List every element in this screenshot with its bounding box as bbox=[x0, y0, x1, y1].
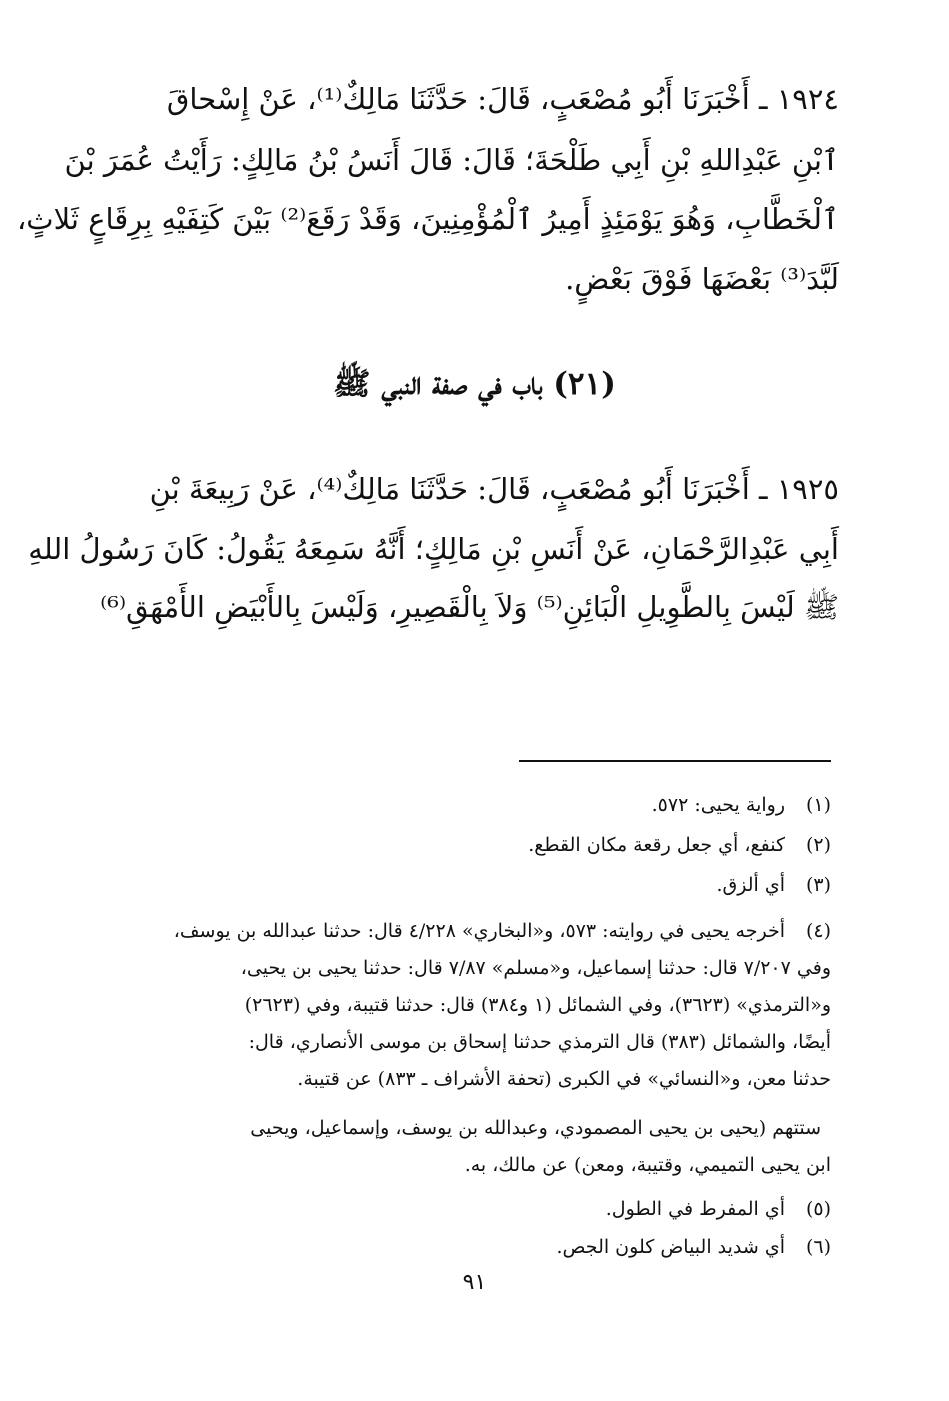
hadith-1924-line-4: لَبَّدَ⁽³⁾ بَعْضَهَا فَوْقَ بَعْضٍ. bbox=[565, 262, 839, 296]
footnote-number: (٢) bbox=[805, 834, 831, 856]
hadith-1925-line-2: أَبِي عَبْدِالرَّحْمَانِ، عَنْ أَنَسِ بْنِ مَالِكٍ؛ أَنَّهُ سَمِعَهُ يَقُولُ: كَانَ رَسُولُ اللهِ bbox=[28, 532, 839, 566]
hadith-1924-line-2: ٱبْنِ عَبْدِاللهِ بْنِ أَبِي طَلْحَةَ؛ قَالَ: قَالَ أَنَسُ بْنُ مَالِكٍ: رَأَيْتُ عُمَرَ بْنَ bbox=[64, 143, 839, 177]
hadith-1925-line-3: ﷺ لَيْسَ بِالطَّوِيلِ الْبَائِنِ⁽⁵⁾ وَلاَ بِالْقَصِيرِ، وَلَيْسَ بِالأَبْيَضِ الأَمْهَقِ⁽⁶⁾ bbox=[100, 590, 839, 624]
footnote-number: (٣) bbox=[805, 874, 831, 896]
footnote-4-line-6: ستتهم (يحيى بن يحيى المصمودي، وعبدالله بن يوسف، وإسماعيل، ويحيى bbox=[250, 1117, 821, 1139]
footnote-4-line-4: أيضًا، والشمائل (٣٨٣) قال الترمذي حدثنا إسحاق بن موسى الأنصاري، قال: bbox=[248, 1031, 831, 1053]
footnote-text: كنفع، أي جعل رقعة مكان القطع. bbox=[528, 834, 785, 856]
footnote-4-line-7: ابن يحيى التميمي، وقتيبة، ومعن) عن مالك، به. bbox=[464, 1154, 831, 1176]
footnote-number: (٤) bbox=[805, 920, 831, 942]
footnote-separator bbox=[519, 760, 831, 762]
hadith-1924-line-1: ١٩٢٤ ـ أَخْبَرَنَا أَبُو مُصْعَبٍ، قَالَ: حَدَّثَنَا مَالِكٌ⁽¹⁾، عَنْ إِسْحاقَ bbox=[166, 82, 839, 116]
footnote-number: (٥) bbox=[805, 1198, 831, 1220]
hadith-1924-line-3: ٱلْخَطَّابِ، وَهُوَ يَوْمَئِذٍ أَمِيرُ ٱلْمُؤْمِنِينَ، وَقَدْ رَقَعَ⁽²⁾ بَيْنَ كَتِفَيْهِ بِرِقَاعٍ ثَلاثٍ، bbox=[16, 202, 839, 236]
footnote-number: (٦) bbox=[805, 1236, 831, 1258]
footnote-4-line-3: و«الترمذي» (٣٦٢٣)، وفي الشمائل (١ و٣٨٤) قال: حدثنا قتيبة، وفي (٢٦٢٣) bbox=[244, 994, 831, 1016]
chapter-heading: (٢١) باب في صفة النبي ﷺ bbox=[333, 366, 616, 402]
footnote-4-line-5: حدثنا معن، و«النسائي» في الكبرى (تحفة الأشراف ـ ٨٣٣) عن قتيبة. bbox=[297, 1068, 831, 1090]
footnote-text: أي المفرط في الطول. bbox=[605, 1198, 785, 1220]
footnote-text: أي شديد البياض كلون الجص. bbox=[556, 1236, 785, 1258]
footnote-text: أي ألزق. bbox=[716, 874, 785, 896]
footnote-number: (١) bbox=[805, 794, 831, 816]
footnote-text: أخرجه يحيى في روايته: ٥٧٣، و«البخاري» ٤/٢٢٨ قال: حدثنا عبدالله بن يوسف، bbox=[173, 920, 785, 942]
hadith-1925-line-1: ١٩٢٥ ـ أَخْبَرَنَا أَبُو مُصْعَبٍ، قَالَ: حَدَّثَنَا مَالِكٌ⁽⁴⁾، عَنْ رَبِيعَةَ بْنِ bbox=[149, 472, 839, 506]
page-number: ٩١ bbox=[462, 1270, 487, 1295]
footnote-text: رواية يحيى: ٥٧٢. bbox=[651, 794, 785, 816]
footnote-4-line-2: وفي ٧/٢٠٧ قال: حدثنا إسماعيل، و«مسلم» ٧/٨٧ قال: حدثنا يحيى بن يحيى، bbox=[240, 957, 831, 979]
